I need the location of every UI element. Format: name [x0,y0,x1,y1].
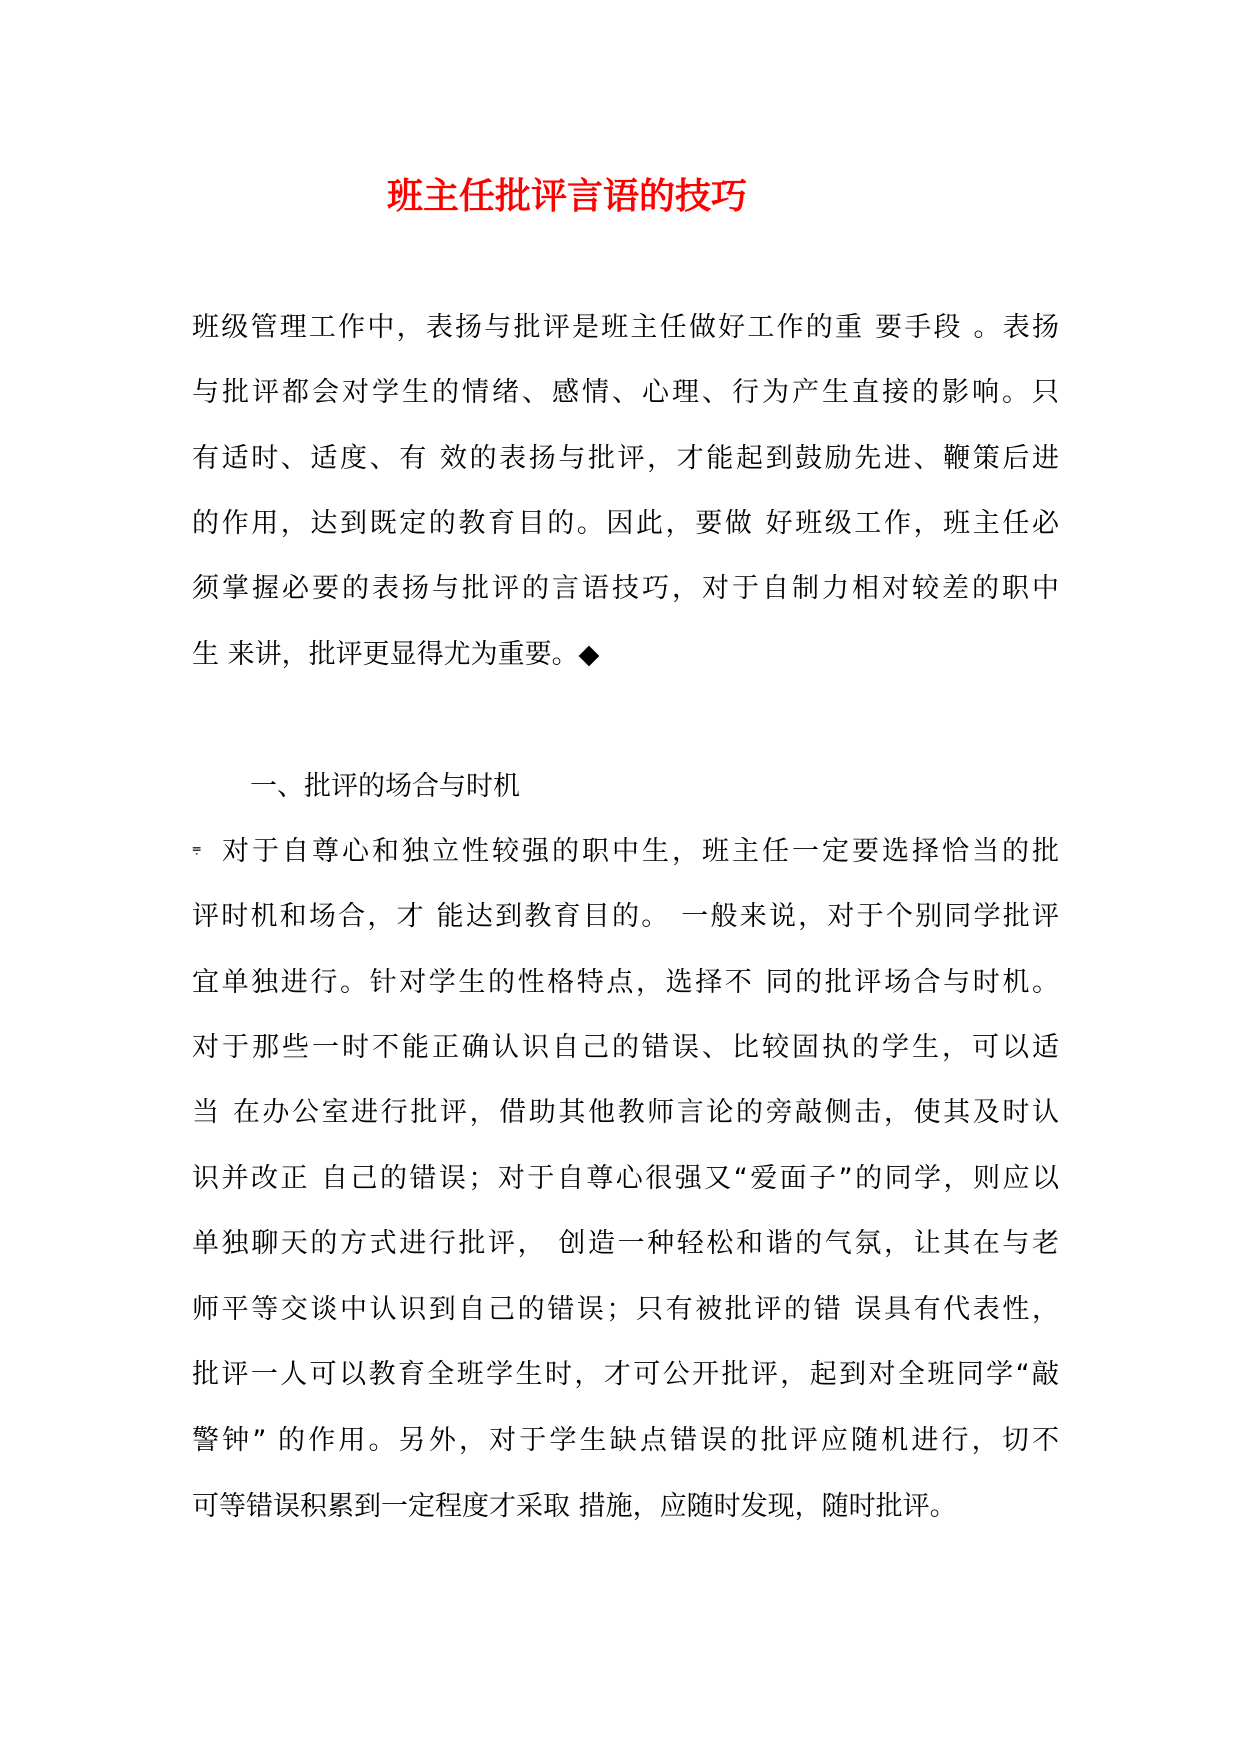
section-heading: 一、批评的场合与时机 [250,771,520,802]
text-line: 生 来讲，批评更显得尤为重要。◆ [192,639,600,670]
text-line: 有适时、适度、有 效的表扬与批评，才能起到鼓励先进、鞭策后进 [192,443,1059,474]
list-marker-icon: ⩦ [192,838,202,857]
text-line: 须掌握必要的表扬与批评的言语技巧，对于自制力相对较差的职中 [192,573,1059,604]
text-line: 与批评都会对学生的情绪、感情、心理、行为产生直接的影响。只 [192,377,1059,408]
text-line: 批评一人可以教育全班学生时，才可公开批评，起到对全班同学“敲 [192,1359,1059,1390]
text-line: 班级管理工作中，表扬与批评是班主任做好工作的重 要手段 。表扬 [192,312,1059,343]
text-line: 当 在办公室进行批评，借助其他教师言论的旁敲侧击，使其及时认 [192,1097,1059,1128]
text-line: 评时机和场合，才 能达到教育目的。 一般来说，对于个别同学批评 [192,901,1059,932]
text-line: 警钟” 的作用。另外，对于学生缺点错误的批评应随机进行，切不 [192,1425,1059,1456]
text-line: 对于那些一时不能正确认识自己的错误、比较固执的学生，可以适 [192,1032,1059,1063]
text-line: 对于自尊心和独立性较强的职中生，班主任一定要选择恰当的批 [222,836,1059,867]
text-line: 宜单独进行。针对学生的性格特点，选择不 同的批评场合与时机。 [192,967,1059,998]
text-line: 师平等交谈中认识到自己的错误；只有被批评的错 误具有代表性， [192,1294,1059,1325]
text-line: 可等错误积累到一定程度才采取 措施，应随时发现，随时批评。 [192,1491,957,1522]
text-line: 识并改正 自己的错误；对于自尊心很强又“爱面子”的同学，则应以 [192,1163,1059,1194]
text-line: 单独聊天的方式进行批评， 创造一种轻松和谐的气氛，让其在与老 [192,1228,1059,1259]
text-line: 的作用，达到既定的教育目的。因此，要做 好班级工作，班主任必 [192,508,1059,539]
document-title: 班主任批评言语的技巧 [386,176,747,217]
